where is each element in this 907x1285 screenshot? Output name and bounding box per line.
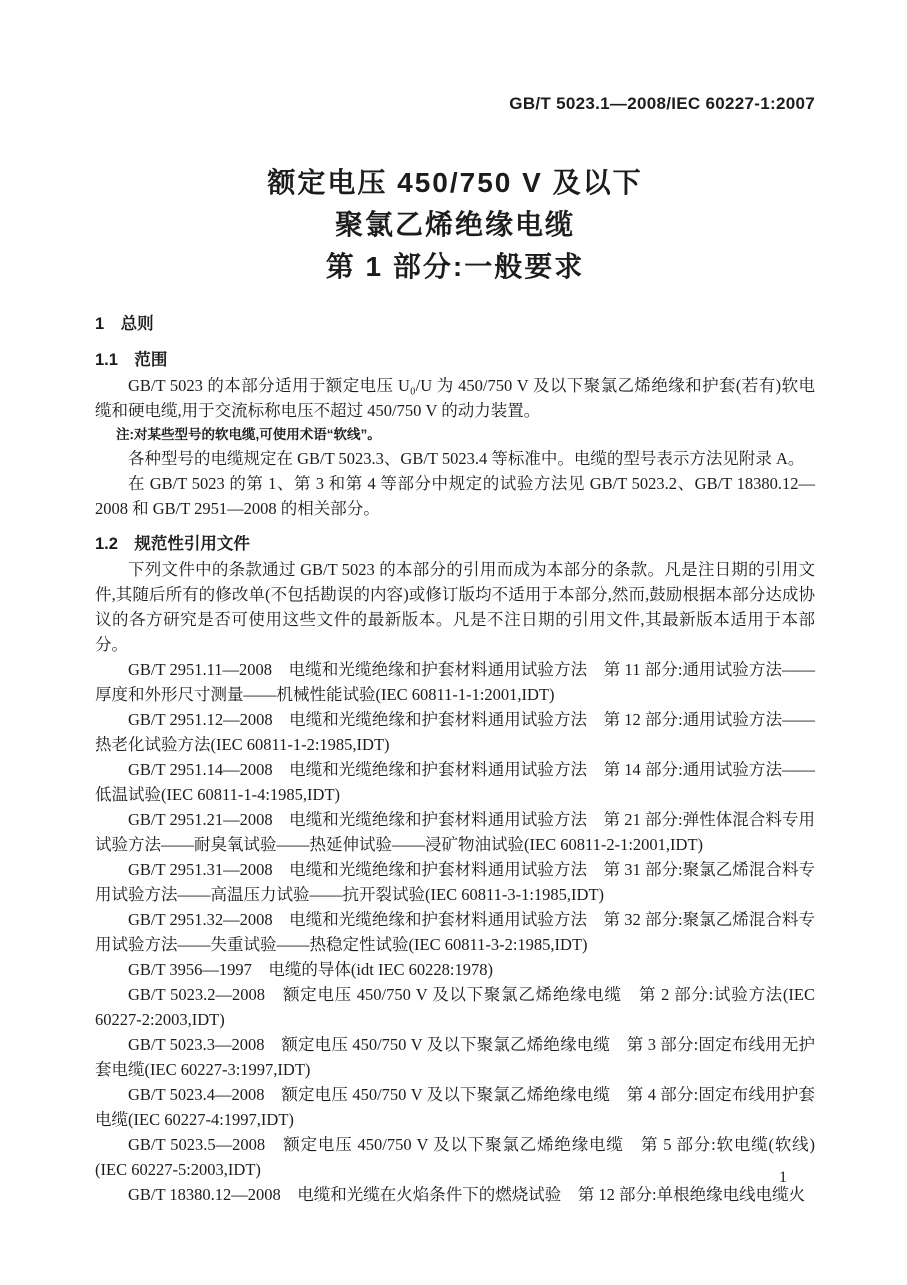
reference-item: GB/T 5023.4—2008 额定电压 450/750 V 及以下聚氯乙烯绝缘电缆 第 4 部分:固定布线用护套电缆(IEC 60227-4:1997,IDT) — [95, 1085, 815, 1129]
title-line-2: 聚氯乙烯绝缘电缆 — [334, 209, 575, 240]
section-heading: 1 总则 — [95, 315, 154, 333]
paragraph: GB/T 5023 的本部分适用于额定电压 U₀/U 为 450/750 V 及以下聚氯乙烯绝缘和护套(若有)软电缆和硬电缆,用于交流标称电压不超过 450/750 V 的动力装置。 — [95, 376, 815, 420]
reference-item: GB/T 2951.31—2008 电缆和光缆绝缘和护套材料通用试验方法 第 31 部分:聚氯乙烯混合料专用试验方法——高温压力试验——抗开裂试验(IEC 60811-3-1:1985,IDT) — [95, 860, 815, 904]
document-body — [95, 312, 815, 1207]
title-line-3: 第 1 部分:一般要求 — [325, 251, 585, 282]
reference-item: GB/T 5023.3—2008 额定电压 450/750 V 及以下聚氯乙烯绝缘电缆 第 3 部分:固定布线用无护套电缆(IEC 60227-3:1997,IDT) — [95, 1035, 815, 1079]
reference-item: GB/T 3956—1997 电缆的导体(idt IEC 60228:1978) — [128, 960, 493, 979]
subsection-heading: 1.1 范围 — [95, 351, 168, 369]
standard-number: GB/T 5023.1—2008/IEC 60227-1:2007 — [509, 94, 815, 113]
page-number: 1 — [779, 1169, 787, 1186]
reference-item: GB/T 2951.21—2008 电缆和光缆绝缘和护套材料通用试验方法 第 21 部分:弹性体混合料专用试验方法——耐臭氧试验——热延伸试验——浸矿物油试验(IEC 60811-2-1:2001,IDT) — [95, 810, 815, 854]
reference-item: GB/T 18380.12—2008 电缆和光缆在火焰条件下的燃烧试验 第 12 部分:单根绝缘电线电缆火 — [128, 1185, 806, 1204]
reference-item: GB/T 5023.2—2008 额定电压 450/750 V 及以下聚氯乙烯绝缘电缆 第 2 部分:试验方法(IEC 60227-2:2003,IDT) — [95, 985, 815, 1029]
paragraph: 在 GB/T 5023 的第 1、第 3 和第 4 等部分中规定的试验方法见 GB/T 5023.2、GB/T 18380.12—2008 和 GB/T 2951—2008 的相关部分。 — [95, 474, 815, 518]
reference-item: GB/T 2951.12—2008 电缆和光缆绝缘和护套材料通用试验方法 第 12 部分:通用试验方法——热老化试验方法(IEC 60811-1-2:1985,IDT) — [95, 710, 815, 754]
page-header — [95, 94, 815, 114]
reference-item: GB/T 2951.11—2008 电缆和光缆绝缘和护套材料通用试验方法 第 11 部分:通用试验方法——厚度和外形尺寸测量——机械性能试验(IEC 60811-1-1:2001,IDT) — [95, 660, 815, 704]
paragraph: 各种型号的电缆规定在 GB/T 5023.3、GB/T 5023.4 等标准中。电缆的型号表示方法见附录 A。 — [128, 449, 805, 468]
title-line-1: 额定电压 450/750 V 及以下 — [267, 167, 643, 198]
subsection-heading: 1.2 规范性引用文件 — [95, 535, 250, 553]
note-text: 注:对某些型号的软电缆,可使用术语“软线”。 — [116, 427, 381, 442]
reference-item: GB/T 2951.14—2008 电缆和光缆绝缘和护套材料通用试验方法 第 14 部分:通用试验方法——低温试验(IEC 60811-1-4:1985,IDT) — [95, 760, 815, 804]
document-title — [95, 162, 815, 288]
reference-item: GB/T 5023.5—2008 额定电压 450/750 V 及以下聚氯乙烯绝缘电缆 第 5 部分:软电缆(软线)(IEC 60227-5:2003,IDT) — [95, 1135, 815, 1179]
paragraph: 下列文件中的条款通过 GB/T 5023 的本部分的引用而成为本部分的条款。凡是注日期的引用文件,其随后所有的修改单(不包括勘误的内容)或修订版均不适用于本部分,然而,鼓励根据本部分达成协议的各方研究是否可使用这些文件的最新版本。凡是不注日期的引用文件,其最新版本适用于本部分。 — [95, 560, 815, 654]
reference-item: GB/T 2951.32—2008 电缆和光缆绝缘和护套材料通用试验方法 第 32 部分:聚氯乙烯混合料专用试验方法——失重试验——热稳定性试验(IEC 60811-3-2:1985,IDT) — [95, 910, 815, 954]
